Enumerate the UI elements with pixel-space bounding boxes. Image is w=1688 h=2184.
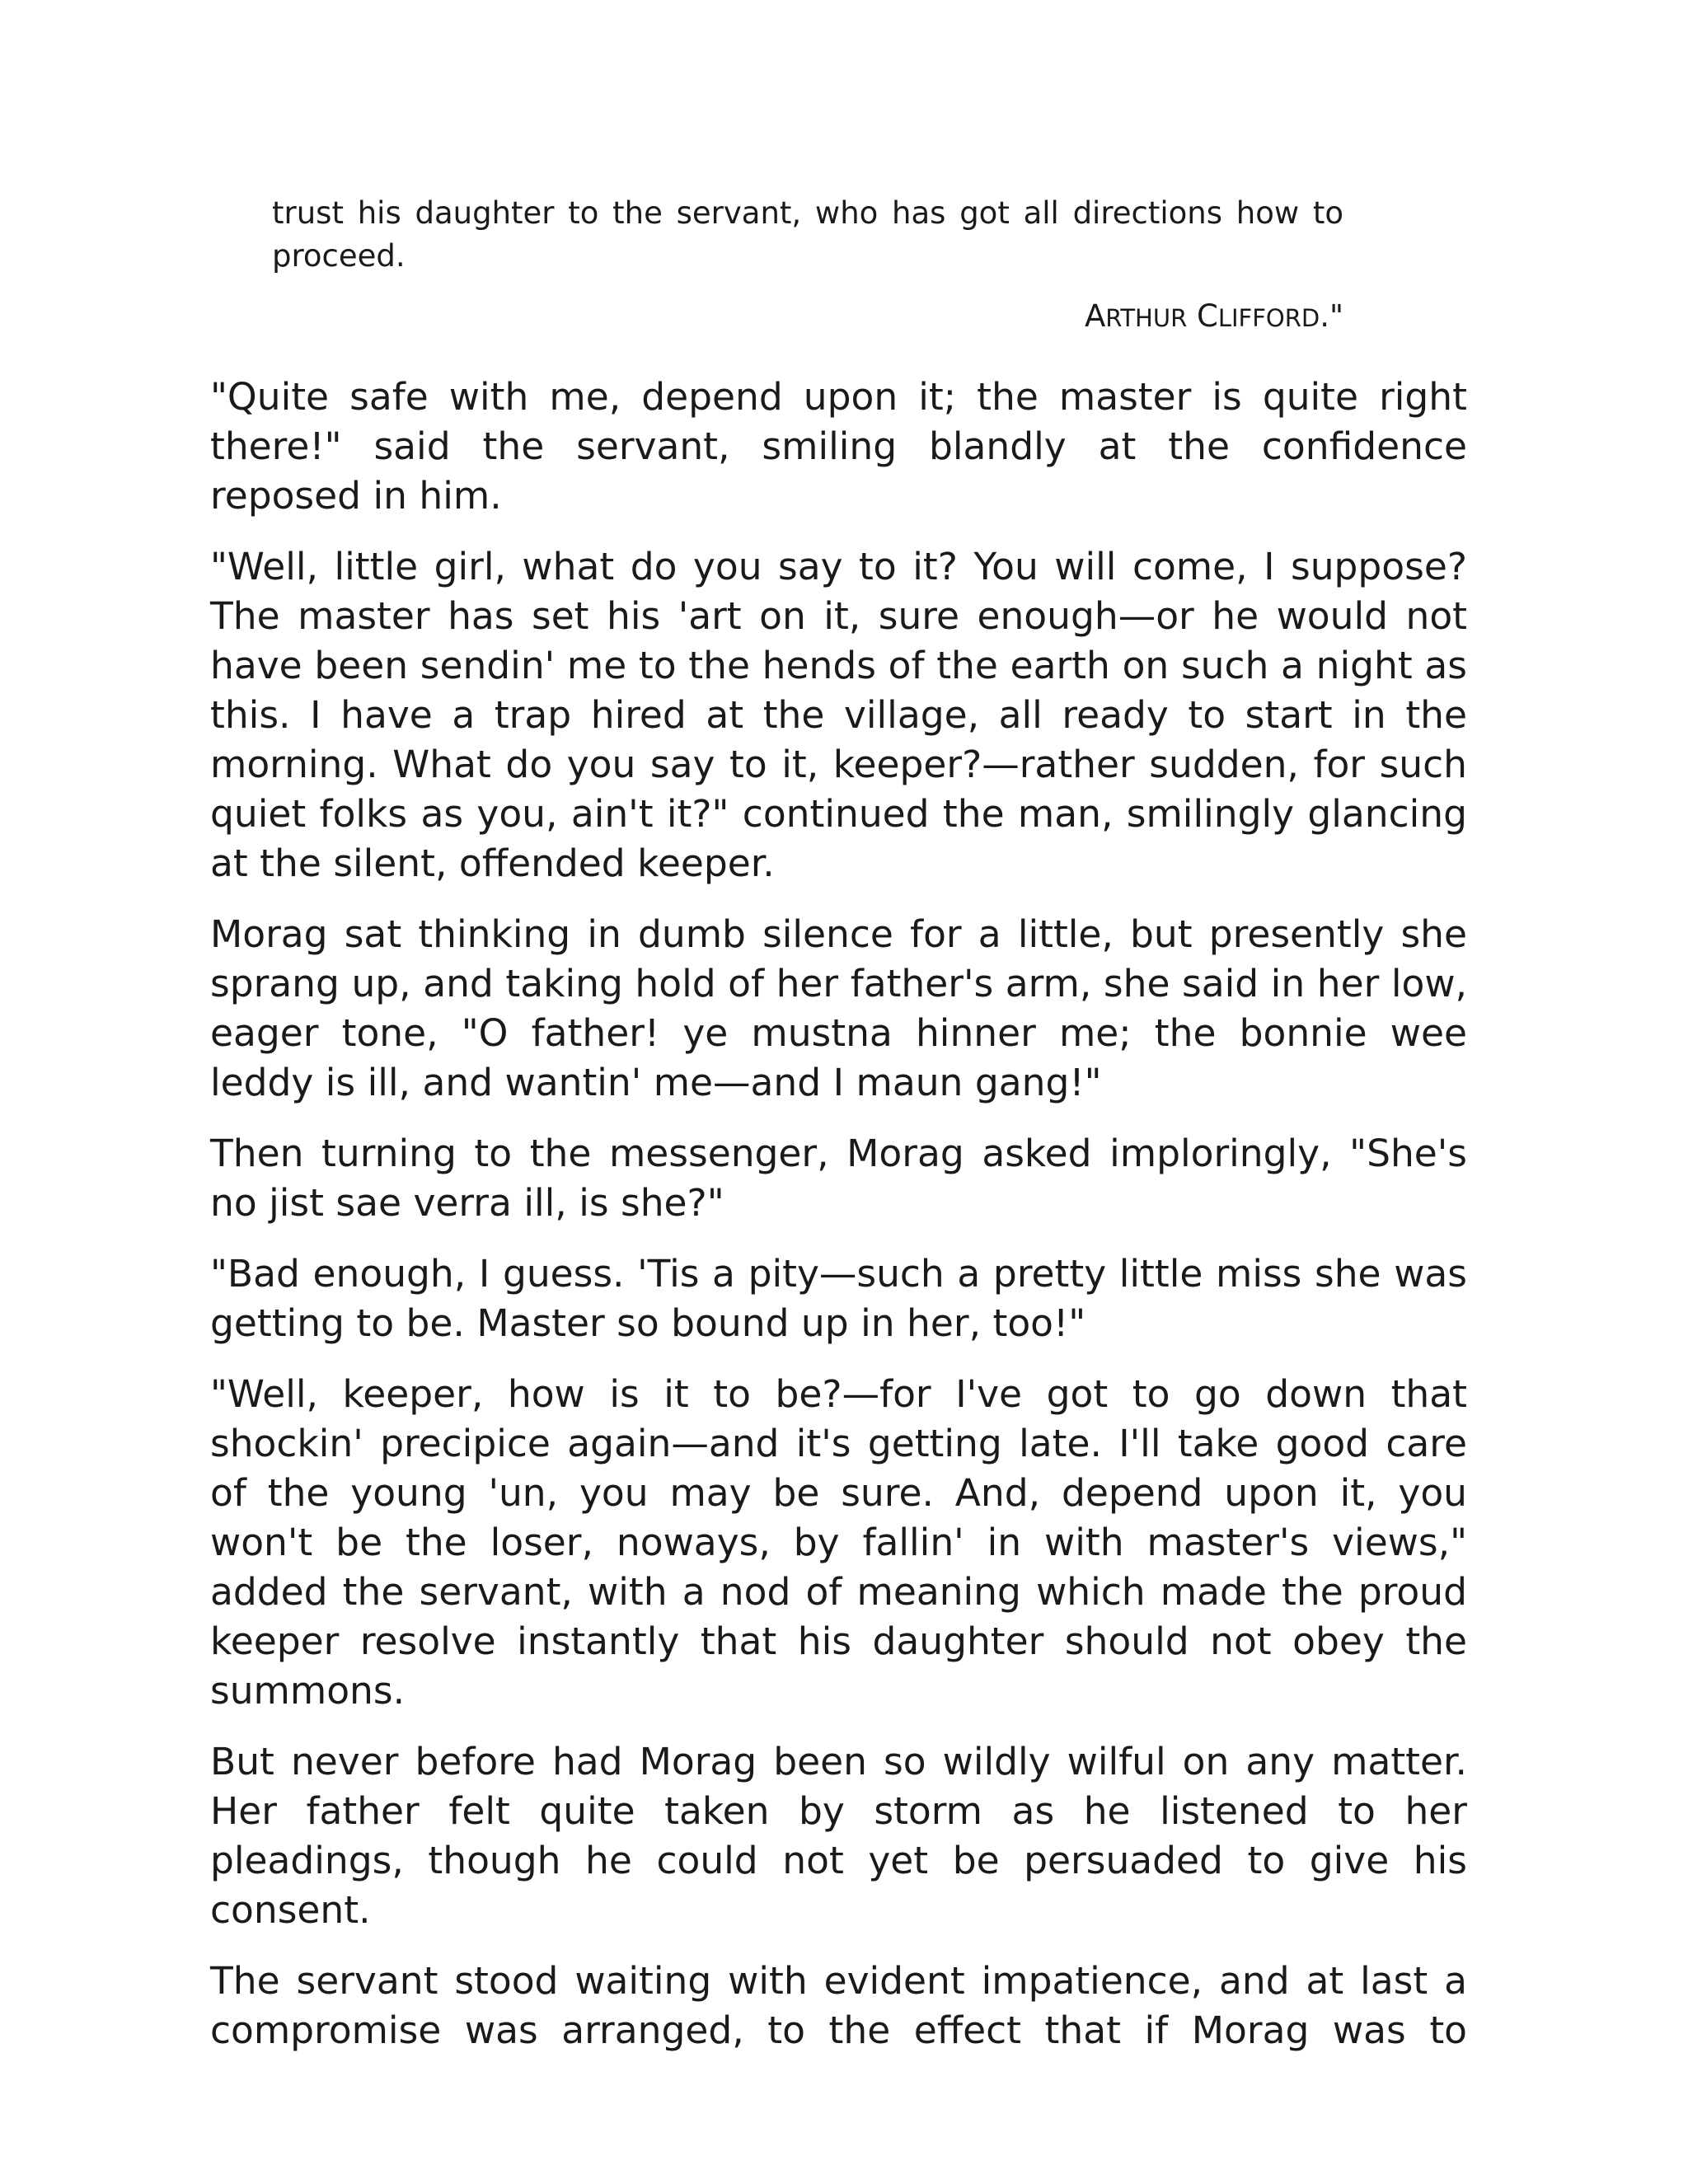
signature-first-rest: RTHUR bbox=[1105, 304, 1188, 332]
signature-last-rest: LIFFORD bbox=[1217, 304, 1320, 332]
signature-first-initial: A bbox=[1084, 298, 1106, 334]
paragraph: "Bad enough, I guess. 'Tis a pity—such a pretty little miss she was getting to be. Master so bound up in her, too!" bbox=[210, 1252, 1467, 1345]
paragraph: Morag sat thinking in dumb silence for a little, but presently she sprang up, and taking hold of her father's arm, she said in her low, eager tone, "O father! ye mustna hinner me; the bonnie wee leddy is ill, and wantin' me—and I maun gang!" bbox=[210, 912, 1467, 1104]
letter-excerpt: trust his daughter to the servant, who has got all directions how to proceed. bbox=[272, 195, 1343, 274]
signature-trailing: ." bbox=[1320, 298, 1343, 334]
signature-last-initial: C bbox=[1196, 298, 1218, 334]
paragraph: "Well, keeper, how is it to be?—for I've got to go down that shockin' precipice again—and it's getting late. I'll take good care of the young 'un, you may be sure. And, depend upon it, you won't be the loser, noways, by fallin' in with master's views," added the servant, with a nod of meaning which made the proud keeper resolve instantly that his daughter should not obey the summons. bbox=[210, 1372, 1467, 1713]
paragraph: Then turning to the messenger, Morag asked imploringly, "She's no jist sae verra ill, is she?" bbox=[210, 1132, 1467, 1225]
letter-signature bbox=[1085, 295, 1343, 340]
paragraph: "Well, little girl, what do you say to it? You will come, I suppose? The master has set his 'art on it, sure enough—or he would not have been sendin' me to the hends of the earth on such a night as this. I have a trap hired at the village, all ready to start in the morning. What do you say to it, keeper?—rather sudden, for such quiet folks as you, ain't it?" continued the man, smilingly glancing at the silent, offended keeper. bbox=[210, 545, 1467, 885]
body-text bbox=[210, 373, 1467, 2077]
paragraph-continued: The servant stood waiting with evident impatience, and at last a compromise was arranged, to the effect that if Morag was to bbox=[210, 1959, 1467, 2052]
paragraph: "Quite safe with me, depend upon it; the master is quite right there!" said the servant, smiling blandly at the confidence reposed in him. bbox=[210, 375, 1467, 518]
paragraph: But never before had Morag been so wildly wilful on any matter. Her father felt quite taken by storm as he listened to her pleadings, though he could not yet be persuaded to give his consent. bbox=[210, 1740, 1467, 1932]
